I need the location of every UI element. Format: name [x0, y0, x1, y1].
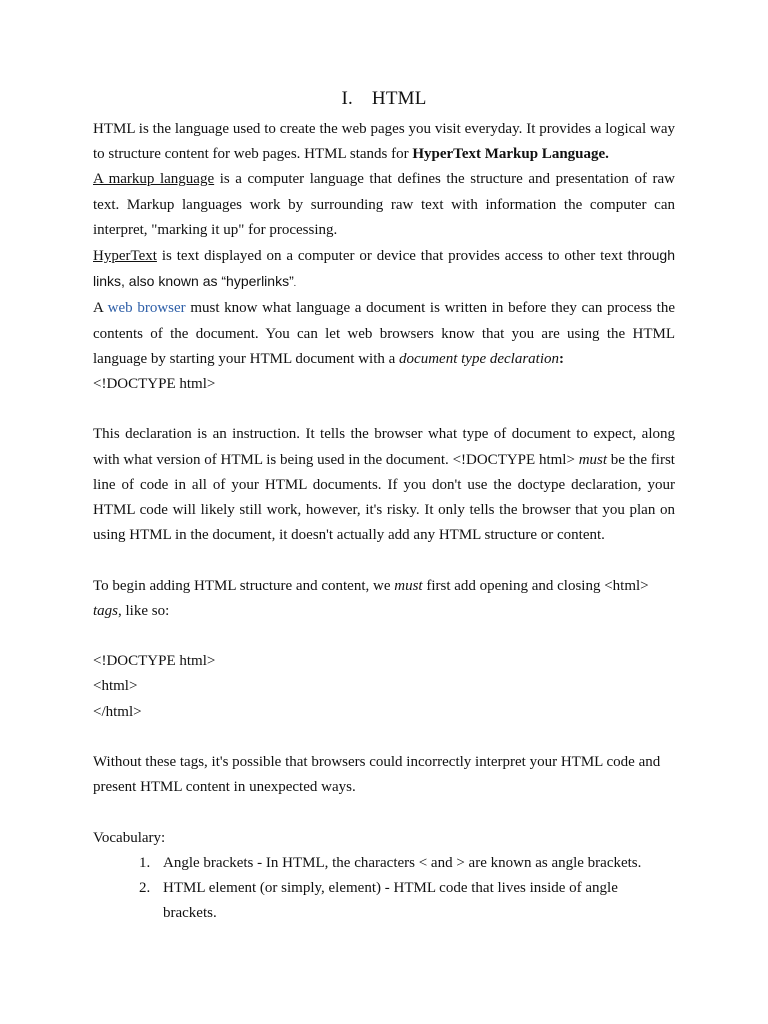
- paragraph-declaration: [93, 422, 675, 548]
- paragraph-text: To begin adding HTML structure and content, we: [93, 577, 395, 594]
- paragraph-web-browser: [93, 296, 675, 372]
- paragraph-text: This declaration is an instruction. It tells the browser what type of document to expect, along with what version of HTML is being used in the document. <!DOCTYPE html>: [93, 426, 675, 468]
- document-body: [93, 117, 675, 926]
- spacer: [93, 725, 675, 750]
- paragraph-text: is a computer language that defines the structure and presentation of raw text. Markup languages work by surrounding raw text with information the computer can interpret, "marking it up" for processing.: [93, 171, 676, 238]
- paragraph-text: HTML is the language used to create the web pages you visit everyday. It provides a logical way to structure content for web pages. HTML stands for: [93, 121, 675, 163]
- spacer: [93, 548, 675, 573]
- web-browser-link[interactable]: web browser: [107, 300, 186, 317]
- italic-term: tags: [93, 602, 119, 619]
- vocabulary-title: Vocabulary:: [93, 829, 166, 846]
- vocabulary-list: [93, 851, 675, 927]
- italic-term: document type declaration: [399, 350, 560, 367]
- spacer: [93, 397, 675, 422]
- section-heading: [0, 86, 768, 112]
- hypertext-link[interactable]: HyperText: [93, 248, 157, 265]
- bold-term: HyperText Markup Language.: [412, 146, 609, 163]
- paragraph-html-tags: [93, 574, 675, 624]
- list-number: 2.: [139, 880, 151, 897]
- paragraph-text: must know what language a document is written in before they can process the contents of the document. You can let web browsers know that you are using the HTML language by starting your HTML document with a: [93, 300, 675, 367]
- code-line: </html>: [93, 703, 142, 720]
- colon: :: [559, 350, 565, 367]
- code-line: <html>: [93, 678, 138, 695]
- paragraph-text: , like so:: [118, 602, 170, 619]
- list-text: HTML element (or simply, element) - HTML code that lives inside of angle brackets.: [163, 880, 618, 922]
- period: .: [293, 278, 296, 289]
- paragraph-hypertext: [93, 243, 675, 296]
- paragraph-intro: [93, 117, 675, 167]
- markup-language-link[interactable]: A markup language: [93, 171, 215, 188]
- code-doctype: <!DOCTYPE html>: [93, 376, 216, 393]
- paragraph-markup-language: [93, 167, 675, 243]
- code-line: <!DOCTYPE html>: [93, 653, 216, 670]
- italic-term: must: [578, 451, 608, 468]
- paragraph-text: A: [93, 300, 108, 317]
- italic-term: must: [394, 577, 423, 594]
- code-block: [93, 649, 675, 725]
- paragraph-text: be the first line of code in all of your HTML documents. If you don't use the doctype declaration, your HTML code will likely still work, however, it's risky. It only tells the browser that you plan on using HTML in the document, it doesn't actually add any HTML structure or content.: [93, 451, 675, 544]
- list-item: [139, 876, 675, 926]
- list-item: [139, 851, 675, 876]
- spacer: [93, 800, 675, 825]
- spacer: [93, 624, 675, 649]
- list-number: 1.: [139, 854, 151, 871]
- section-title: HTML: [371, 88, 427, 109]
- list-text: Angle brackets - In HTML, the characters < and > are known as angle brackets.: [163, 854, 642, 871]
- paragraph-without-tags: Without these tags, it's possible that browsers could incorrectly interpret your HTML code and present HTML content in unexpected ways.: [93, 754, 661, 796]
- paragraph-text: is text displayed on a computer or device that provides access to other text: [156, 248, 628, 265]
- section-number: I.: [341, 88, 353, 109]
- hyperlinks-text: through links, also known as “hyperlinks”: [93, 247, 675, 290]
- paragraph-text: first add opening and closing <html>: [422, 577, 649, 594]
